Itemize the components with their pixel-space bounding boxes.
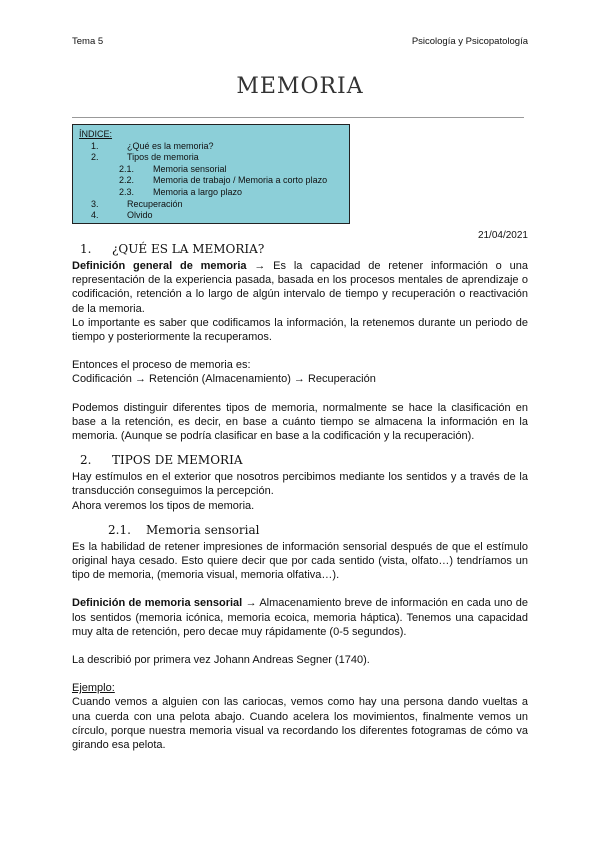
index-title: ÍNDICE: — [79, 129, 113, 139]
index-box — [72, 124, 350, 224]
section-1-paragraph: Entonces el proceso de memoria es: — [72, 359, 251, 372]
document-date: 21/04/2021 — [477, 230, 528, 241]
header-right: Psicología y Psicopatología — [411, 36, 528, 47]
index-item: 3. Recuperación — [91, 198, 183, 209]
example-label: Ejemplo: — [72, 682, 115, 695]
section-1-definition: Definición general de memoria → Es la capacidad de retener información o una representación de la experiencia pasada, basada en los procesos mentales de aprendizaje o codificación, retención a lo largo de algún intervalo de tiempo y recuperación o reactivación de la memoria. — [72, 260, 528, 315]
index-item: 2.3. Memoria a largo plazo — [119, 186, 243, 197]
index-item: 4. Olvido — [91, 210, 153, 221]
title-divider — [72, 117, 524, 118]
document-body — [72, 240, 528, 752]
section-2-1-definition: Definición de memoria sensorial → Almacenamiento breve de información en cada uno de los sentidos (memoria icónica, memoria ecoica, memoria háptica). Tenemos una capacidad muy alta de retención, pero decae muy rápidamente (0-5 segundos). — [72, 597, 528, 638]
header-left: Tema 5 — [72, 36, 104, 47]
section-2-paragraph: Hay estímulos en el exterior que nosotros percibimos mediante los sentidos y a través de la transducción conseguimos la percepción. — [72, 471, 528, 498]
section-2-heading: 2. TIPOS DE MEMORIA — [80, 453, 243, 468]
index-item: 1. ¿Qué es la memoria? — [91, 140, 214, 151]
section-1-paragraph: Podemos distinguir diferentes tipos de memoria, normalmente se hace la clasificación en base a la retención, es decir, en base a cuánto tiempo se almacena la información en la memoria. (Aunque se podría clasificar en base a la codificación y la recuperación). — [72, 401, 528, 443]
section-1-paragraph: Lo importante es saber que codificamos la información, la retenemos durante un periodo de tiempo y posteriormente la recuperamos. — [72, 316, 528, 344]
example-text: Cuando vemos a alguien con las cariocas, vemos como hay una persona dando vueltas a una cuerda con una pelota abajo. Cuando acelera los movimientos, finalmente vemos un círculo, porque nuestra memoria visual va recordando los diferentes fotogramas de cómo va girando esa pelota. — [72, 696, 528, 752]
index-item: 2.2. Memoria de trabajo / Memoria a corto plazo — [119, 175, 328, 186]
section-1-process: Codificación → Retención (Almacenamiento) → Recuperación — [72, 373, 376, 386]
index-item: 2. Tipos de memoria — [91, 152, 199, 163]
section-2-paragraph: Ahora veremos los tipos de memoria. — [72, 499, 255, 512]
section-2-1-heading: 2.1. Memoria sensorial — [108, 522, 260, 537]
page-title: MEMORIA — [236, 74, 364, 99]
section-2-1-paragraph: La describió por primera vez Johann Andreas Segner (1740). — [72, 654, 370, 667]
section-1-heading: 1. ¿QUÉ ES LA MEMORIA? — [80, 242, 265, 256]
index-item: 2.1. Memoria sensorial — [119, 163, 227, 174]
section-2-1-paragraph: Es la habilidad de retener impresiones de información sensorial después de que el estímulo original haya cesado. Esto quiere decir que por cada sentido (vista, olfato…) tendríamos un tipo de memoria, (memoria visual, memoria olfativa…). — [72, 540, 528, 582]
